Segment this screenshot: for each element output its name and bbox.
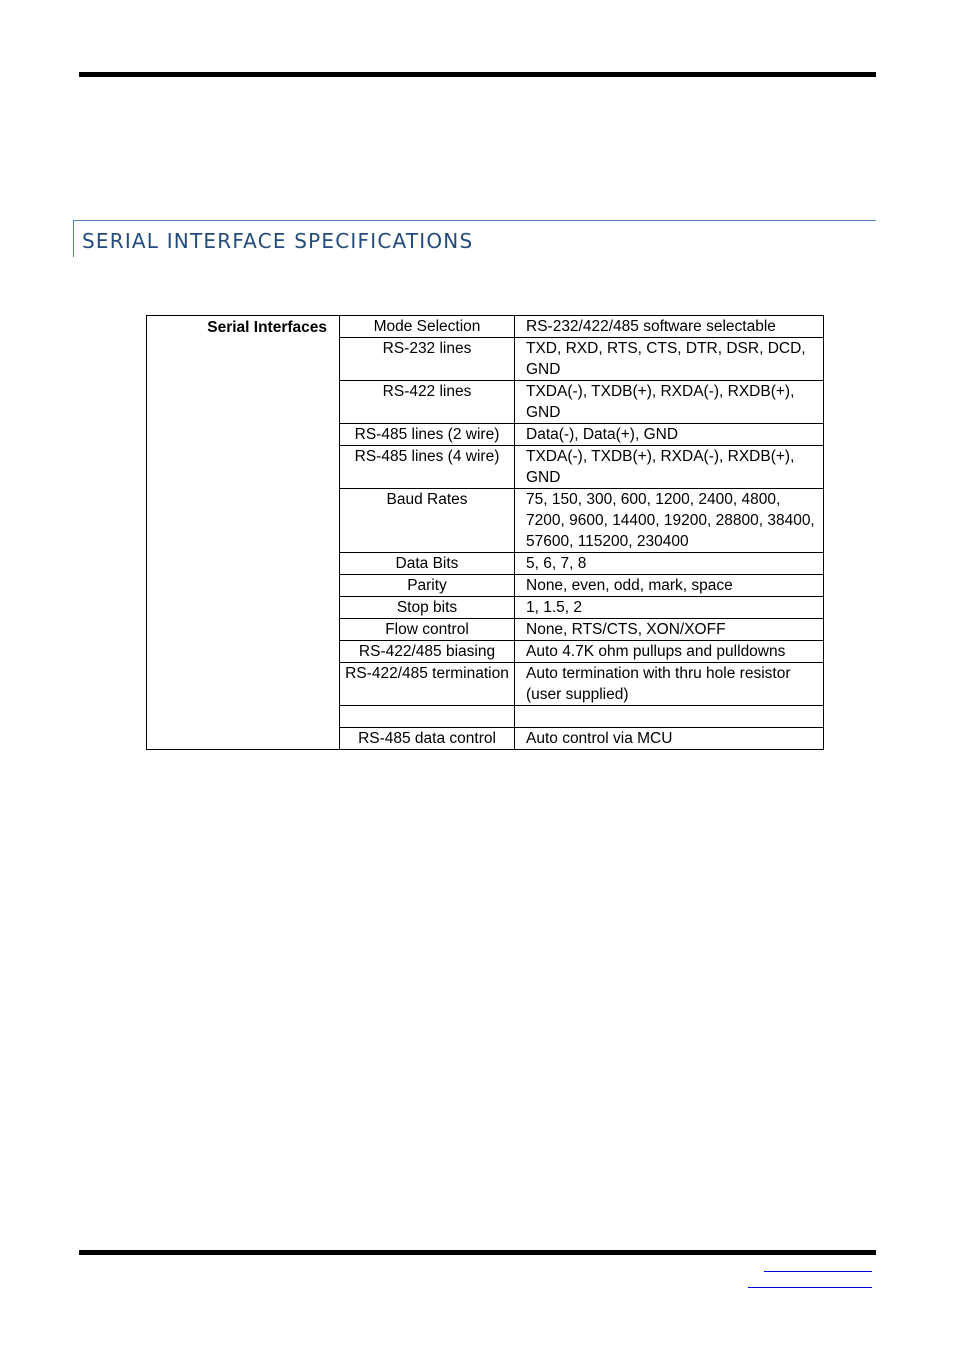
value-cell: Data(-), Data(+), GND — [515, 424, 824, 446]
header-rule — [79, 72, 876, 77]
param-cell: RS-485 data control — [340, 728, 515, 750]
footer-link-1[interactable] — [764, 1271, 872, 1272]
param-cell: RS-485 lines (4 wire) — [340, 446, 515, 489]
param-cell: RS-422/485 biasing — [340, 641, 515, 663]
value-cell: 5, 6, 7, 8 — [515, 553, 824, 575]
param-cell: Parity — [340, 575, 515, 597]
value-cell: 75, 150, 300, 600, 1200, 2400, 4800, 7200, 9600, 14400, 19200, 28800, 38400, 57600, 115200, 230400 — [515, 489, 824, 553]
value-cell: Auto termination with thru hole resistor (user supplied) — [515, 663, 824, 706]
value-cell: RS-232/422/485 software selectable — [515, 316, 824, 338]
group-label: Serial Interfaces — [147, 316, 340, 750]
param-cell — [340, 706, 515, 728]
param-cell: Data Bits — [340, 553, 515, 575]
footer-rule — [79, 1250, 876, 1255]
value-cell: Auto 4.7K ohm pullups and pulldowns — [515, 641, 824, 663]
section-heading — [73, 220, 876, 257]
table-row — [147, 316, 824, 338]
param-cell: Baud Rates — [340, 489, 515, 553]
value-cell: 1, 1.5, 2 — [515, 597, 824, 619]
param-cell: Flow control — [340, 619, 515, 641]
value-cell: TXDA(-), TXDB(+), RXDA(-), RXDB(+), GND — [515, 446, 824, 489]
value-cell: TXD, RXD, RTS, CTS, DTR, DSR, DCD, GND — [515, 338, 824, 381]
section-title: SERIAL INTERFACE SPECIFICATIONS — [82, 229, 474, 253]
param-cell: RS-485 lines (2 wire) — [340, 424, 515, 446]
value-cell: Auto control via MCU — [515, 728, 824, 750]
param-cell: Mode Selection — [340, 316, 515, 338]
value-cell: None, even, odd, mark, space — [515, 575, 824, 597]
param-cell: RS-232 lines — [340, 338, 515, 381]
value-cell — [515, 706, 824, 728]
serial-spec-table — [146, 315, 824, 750]
value-cell: None, RTS/CTS, XON/XOFF — [515, 619, 824, 641]
footer-link-2[interactable] — [748, 1287, 872, 1288]
param-cell: RS-422/485 termination — [340, 663, 515, 706]
value-cell: TXDA(-), TXDB(+), RXDA(-), RXDB(+), GND — [515, 381, 824, 424]
param-cell: RS-422 lines — [340, 381, 515, 424]
param-cell: Stop bits — [340, 597, 515, 619]
